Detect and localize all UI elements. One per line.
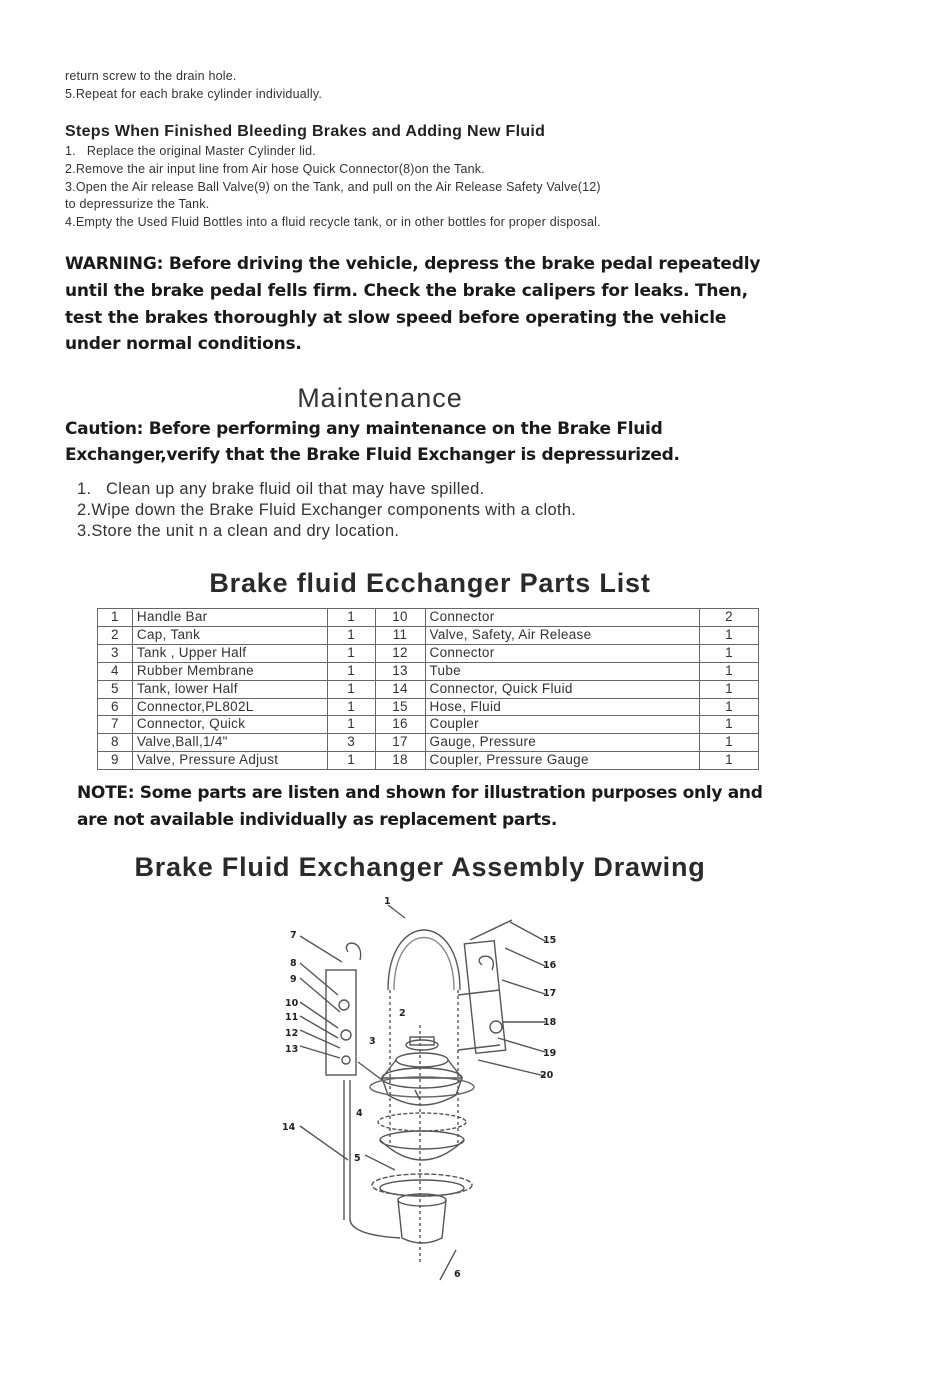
step-item-2: 2.Remove the air input line from Air hose Quick Connector(8)on the Tank. <box>65 162 485 176</box>
part-qty-cell: 1 <box>327 752 375 770</box>
callout-14: 14 <box>282 1122 296 1133</box>
maintenance-item-3: 3.Store the unit n a clean and dry location. <box>77 522 400 540</box>
part-name-cell: Tank, lower Half <box>132 680 327 698</box>
part-number-cell: 9 <box>98 752 133 770</box>
part-qty-cell: 1 <box>700 626 759 644</box>
table-row <box>98 662 759 680</box>
parts-table <box>97 608 759 770</box>
note-line-2: are not available individually as replacement parts. <box>77 810 557 830</box>
membrane-shape <box>378 1113 466 1131</box>
part-qty-cell: 1 <box>700 752 759 770</box>
part-qty-cell: 3 <box>327 734 375 752</box>
maintenance-item-2: 2.Wipe down the Brake Fluid Exchanger components with a cloth. <box>77 501 577 519</box>
table-row <box>98 752 759 770</box>
part-name-cell: Hose, Fluid <box>425 698 700 716</box>
callout-20: 20 <box>540 1070 554 1081</box>
callout-16: 16 <box>543 960 557 971</box>
part-number-cell: 15 <box>375 698 425 716</box>
warning-line-1: WARNING: Before driving the vehicle, depress the brake pedal repeatedly <box>65 254 761 274</box>
part-name-cell: Valve, Pressure Adjust <box>132 752 327 770</box>
callout-12: 12 <box>285 1028 299 1039</box>
part-name-cell: Coupler <box>425 716 700 734</box>
maintenance-title: Maintenance <box>297 383 463 413</box>
part-number-cell: 16 <box>375 716 425 734</box>
part-number-cell: 5 <box>98 680 133 698</box>
callout-7: 7 <box>290 930 297 941</box>
top-line-2: 5.Repeat for each brake cylinder individually. <box>65 87 323 101</box>
part-name-cell: Tank , Upper Half <box>132 644 327 662</box>
part-qty-cell: 1 <box>700 662 759 680</box>
part-number-cell: 17 <box>375 734 425 752</box>
parts-list-title: Brake fluid Ecchanger Parts List <box>209 568 651 598</box>
caution-line-2: Exchanger,verify that the Brake Fluid Exchanger is depressurized. <box>65 445 680 465</box>
part-name-cell: Connector, Quick Fluid <box>425 680 700 698</box>
callout-10: 10 <box>285 998 299 1009</box>
table-row <box>98 609 759 627</box>
part-number-cell: 13 <box>375 662 425 680</box>
part-name-cell: Rubber Membrane <box>132 662 327 680</box>
part-number-cell: 18 <box>375 752 425 770</box>
callout-18: 18 <box>543 1017 557 1028</box>
table-row <box>98 626 759 644</box>
note-line-1: NOTE: Some parts are listen and shown for illustration purposes only and <box>77 783 763 803</box>
part-name-cell: Tube <box>425 662 700 680</box>
part-name-cell: Cap, Tank <box>132 626 327 644</box>
callout-8: 8 <box>290 958 297 969</box>
part-qty-cell: 1 <box>700 734 759 752</box>
step-item-3-cont: to depressurize the Tank. <box>65 197 210 211</box>
step-item-1: 1. Replace the original Master Cylinder lid. <box>65 144 316 158</box>
table-row <box>98 680 759 698</box>
step-item-4: 4.Empty the Used Fluid Bottles into a fluid recycle tank, or in other bottles for proper disposal. <box>65 215 601 229</box>
part-name-cell: Handle Bar <box>132 609 327 627</box>
callout-4: 4 <box>356 1108 363 1119</box>
callout-15: 15 <box>543 935 557 946</box>
part-qty-cell: 1 <box>700 644 759 662</box>
part-number-cell: 8 <box>98 734 133 752</box>
callout-3: 3 <box>369 1036 376 1047</box>
callout-13: 13 <box>285 1044 299 1055</box>
part-qty-cell: 1 <box>700 680 759 698</box>
part-number-cell: 10 <box>375 609 425 627</box>
part-name-cell: Gauge, Pressure <box>425 734 700 752</box>
part-name-cell: Connector <box>425 609 700 627</box>
part-name-cell: Connector, Quick <box>132 716 327 734</box>
part-qty-cell: 1 <box>327 626 375 644</box>
part-qty-cell: 2 <box>700 609 759 627</box>
callout-17: 17 <box>543 988 557 999</box>
part-number-cell: 4 <box>98 662 133 680</box>
part-number-cell: 3 <box>98 644 133 662</box>
callout-1: 1 <box>384 896 391 907</box>
part-name-cell: Coupler, Pressure Gauge <box>425 752 700 770</box>
part-qty-cell: 1 <box>327 698 375 716</box>
assembly-drawing <box>270 890 590 1290</box>
caution-line-1: Caution: Before performing any maintenance on the Brake Fluid <box>65 419 663 439</box>
callout-6: 6 <box>454 1269 461 1280</box>
part-number-cell: 7 <box>98 716 133 734</box>
part-qty-cell: 1 <box>327 716 375 734</box>
maintenance-item-1: 1. Clean up any brake fluid oil that may have spilled. <box>77 480 485 498</box>
part-number-cell: 11 <box>375 626 425 644</box>
part-qty-cell: 1 <box>327 680 375 698</box>
tank-upper-shape <box>382 1078 462 1105</box>
part-number-cell: 12 <box>375 644 425 662</box>
callout-9: 9 <box>290 974 297 985</box>
part-number-cell: 14 <box>375 680 425 698</box>
callout-19: 19 <box>543 1048 557 1059</box>
part-number-cell: 6 <box>98 698 133 716</box>
part-number-cell: 1 <box>98 609 133 627</box>
table-row <box>98 698 759 716</box>
part-qty-cell: 1 <box>327 662 375 680</box>
part-qty-cell: 1 <box>700 698 759 716</box>
part-name-cell: Valve, Safety, Air Release <box>425 626 700 644</box>
part-qty-cell: 1 <box>327 609 375 627</box>
table-row <box>98 644 759 662</box>
part-qty-cell: 1 <box>327 644 375 662</box>
part-name-cell: Valve,Ball,1/4" <box>132 734 327 752</box>
part-name-cell: Connector,PL802L <box>132 698 327 716</box>
warning-line-3: test the brakes thoroughly at slow speed before operating the vehicle <box>65 308 727 328</box>
part-name-cell: Connector <box>425 644 700 662</box>
table-row <box>98 734 759 752</box>
assembly-title: Brake Fluid Exchanger Assembly Drawing <box>134 852 706 882</box>
callout-2: 2 <box>399 1008 406 1019</box>
top-line-1: return screw to the drain hole. <box>65 69 237 83</box>
part-qty-cell: 1 <box>700 716 759 734</box>
callout-5: 5 <box>354 1153 361 1164</box>
warning-line-2: until the brake pedal fells firm. Check the brake calipers for leaks. Then, <box>65 281 748 301</box>
callout-11: 11 <box>285 1012 299 1023</box>
part-number-cell: 2 <box>98 626 133 644</box>
warning-line-4: under normal conditions. <box>65 334 302 354</box>
step-item-3: 3.Open the Air release Ball Valve(9) on the Tank, and pull on the Air Release Safety Valve(12) <box>65 180 601 194</box>
table-row <box>98 716 759 734</box>
tank-lower-shape <box>380 1140 464 1160</box>
parts-table-body <box>98 609 759 770</box>
steps-heading: Steps When Finished Bleeding Brakes and Adding New Fluid <box>65 123 546 140</box>
